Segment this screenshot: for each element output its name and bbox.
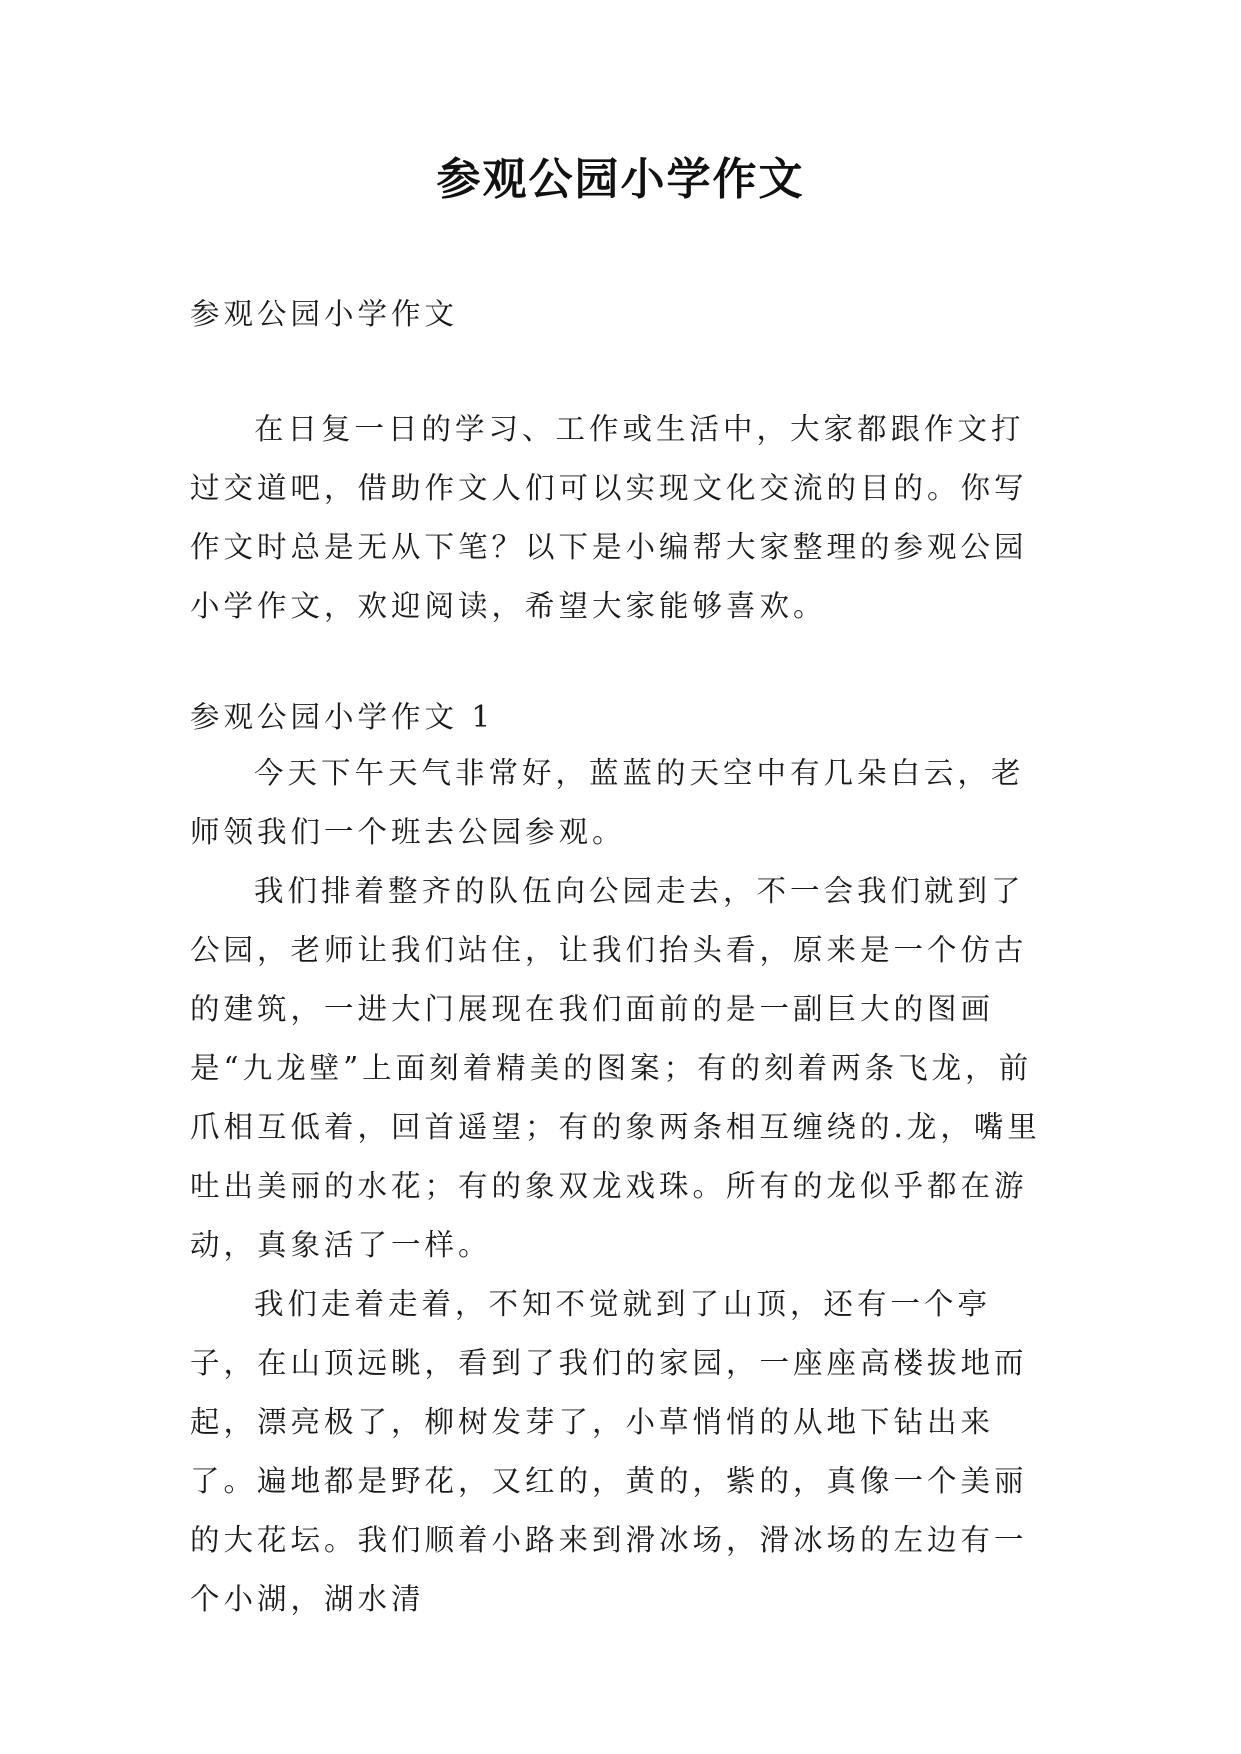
document-title: 参观公园小学作文 bbox=[436, 154, 805, 205]
intro-paragraph: 在日复一日的学习、工作或生活中，大家都跟作文打过交道吧，借助作文人们可以实现文化交流的目的。你写作文时总是无从下笔？以下是小编帮大家整理的参观公园小学作文，欢迎阅读，希望大家能够喜欢。 bbox=[190, 412, 1028, 623]
section-heading: 参观公园小学作文 1 bbox=[190, 700, 495, 734]
essay-paragraph: 今天下午天气非常好，蓝蓝的天空中有几朵白云，老师领我们一个班去公园参观。 bbox=[190, 756, 1025, 849]
essay-paragraph: 我们排着整齐的队伍向公园走去，不一会我们就到了公园，老师让我们站住，让我们抬头看，原来是一个仿古的建筑，一进大门展现在我们面前的是一副巨大的图画是“九龙壁”上面刻着精美的图案；有的刻着两条飞龙，前爪相互低着，回首遥望；有的象两条相互缠绕的.龙，嘴里吐出美丽的水花；有的象双龙戏珠。所有的龙似乎都在游动，真象活了一样。 bbox=[190, 874, 1041, 1262]
document-subtitle: 参观公园小学作文 bbox=[190, 297, 459, 331]
essay-paragraph: 我们走着走着，不知不觉就到了山顶，还有一个亭子，在山顶远眺，看到了我们的家园，一座座高楼拔地而起，漂亮极了，柳树发芽了，小草悄悄的从地下钻出来了。遍地都是野花，又红的，黄的，紫的，真像一个美丽的大花坛。我们顺着小路来到滑冰场，滑冰场的左边有一个小湖，湖水清 bbox=[190, 1287, 1028, 1616]
essay-body bbox=[190, 744, 1050, 1629]
